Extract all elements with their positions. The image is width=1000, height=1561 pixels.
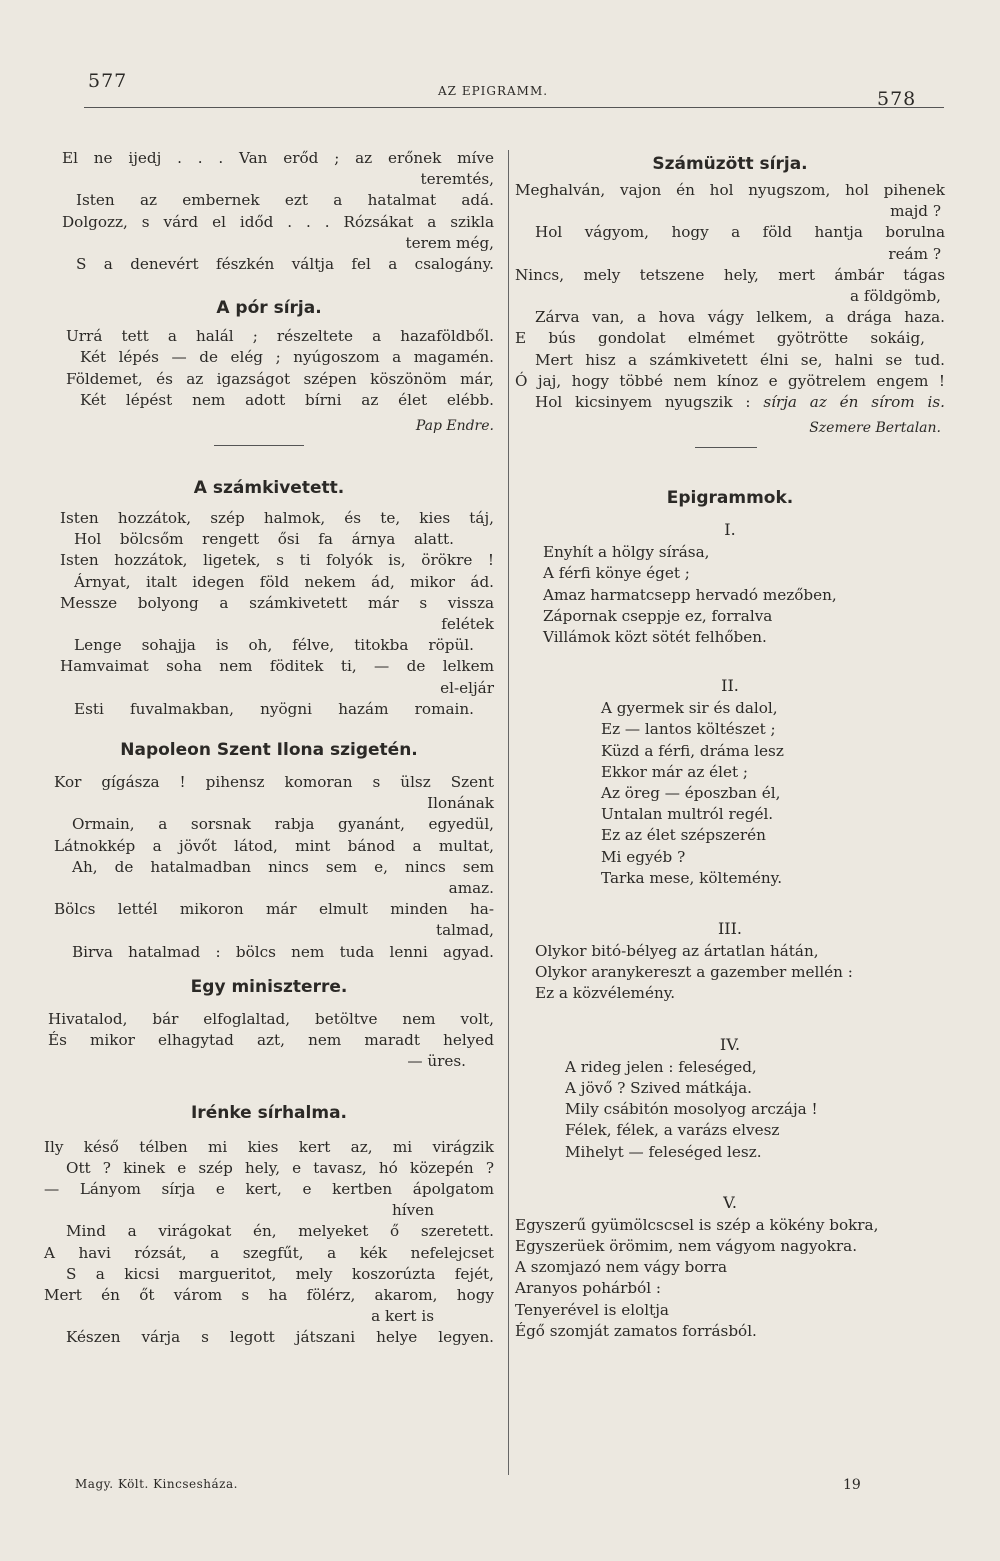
- poem-line: S a denevért fészkén váltja fel a csalogány.: [76, 255, 494, 274]
- poem-line: El ne ijedj . . . Van erőd ; az erőnek míve: [62, 149, 494, 167]
- poem-body: [44, 1009, 494, 1073]
- signature-mark: 19: [843, 1477, 861, 1493]
- poem-line: Mi egyéb ?: [601, 847, 686, 866]
- poem-line: Ily késő télben mi kies kert az, mi virágzik: [44, 1137, 494, 1156]
- poem-line: Ekkor már az élet ;: [601, 762, 749, 781]
- poem-line: Messze bolyong a számkivetett már s vissza: [60, 593, 494, 612]
- poem-line-start: Mert én őt várom s ha fölérz, akarom, hogy: [44, 1285, 494, 1304]
- poem-line-italic: sírja az én sírom is.: [763, 393, 945, 412]
- poem-line: Egyszerű gyümölcscsel is szép a kökény bokra,: [515, 1215, 879, 1234]
- poem-line: Hol vágyom, hogy a föld hantja borulna: [535, 223, 945, 242]
- poem-line: Untalan multról regél.: [601, 805, 774, 824]
- poem-line: S a kicsi margueritot, mely koszorúzta fejét,: [66, 1264, 494, 1283]
- poem-title: Napoleon Szent Ilona szigetén.: [120, 740, 418, 761]
- page-number-right: 578: [877, 88, 917, 110]
- poem-line: A havi rózsát, a szegfűt, a kék nefelejcset: [44, 1243, 494, 1262]
- poem-line: Tenyerével is eloltja: [515, 1300, 669, 1319]
- left-column: [44, 148, 494, 1349]
- poem-line: A gyermek sir és dalol,: [601, 699, 778, 718]
- poem-line: Olykor aranykereszt a gazember mellén :: [535, 963, 853, 982]
- poem-title: Irénke sírhalma.: [190, 1102, 347, 1123]
- poem-line: Ormain, a sorsnak rabja gyanánt, egyedül,: [72, 815, 494, 834]
- epigram-numeral: IV.: [719, 1034, 741, 1054]
- poem-line: amaz.: [448, 879, 494, 898]
- poem-line: reám ?: [888, 244, 941, 263]
- poem-line: Amaz harmatcsepp hervadó mezőben,: [543, 585, 837, 604]
- poem-title: Egy miniszterre.: [190, 976, 348, 997]
- epigram-numeral: III.: [717, 919, 743, 939]
- poem-line: Isten hozzátok, ligetek, s ti folyók is, örökre !: [60, 551, 494, 570]
- poem-line: — Lányom sírja e kert, e kertben ápolgatom: [44, 1179, 494, 1198]
- intro-poem: [44, 148, 494, 275]
- poem-line: Esti fuvalmakban, nyögni hazám romain.: [74, 699, 474, 718]
- poem-body: [44, 1137, 494, 1349]
- epigram-numeral: V.: [723, 1192, 737, 1212]
- column-divider: [508, 150, 509, 1475]
- poem-line: majd ?: [890, 202, 941, 221]
- poem-line: Ez a közvélemény.: [535, 984, 676, 1003]
- poem-body: [44, 772, 494, 963]
- poem-line: A szomjazó nem vágy borra: [515, 1258, 728, 1277]
- poem-line: Lenge sohajja is oh, félve, titokba röpül.: [74, 636, 474, 655]
- poem-line: híven: [392, 1201, 434, 1220]
- poem-line: [44, 1285, 494, 1306]
- poem-line: Tarka mese, költemény.: [601, 868, 783, 887]
- poem-line: el-eljár: [440, 678, 494, 697]
- poem-line: Ah, de hatalmadban nincs sem e, nincs sem: [72, 857, 494, 876]
- poem-line: Ilonának: [427, 794, 494, 813]
- page-number-left: 577: [88, 70, 128, 92]
- poem-line: Dolgozz, s várd el időd . . . Rózsákat a szikla: [62, 212, 494, 231]
- poem-line: Egyszerüek örömim, nem vágyom nagyokra.: [515, 1236, 858, 1255]
- poem-line: Bölcs lettél mikoron már elmult minden ha-: [54, 900, 494, 919]
- section-rule: [214, 445, 304, 446]
- poem-body: [44, 326, 494, 411]
- poem-line: Két lépés — de elég ; nyúgoszom a magamén.: [80, 348, 494, 367]
- poem-line: A rideg jelen : feleséged,: [565, 1057, 757, 1076]
- poem-line: Nincs, mely tetszene hely, mert ámbár tágas: [515, 265, 945, 284]
- poem-line: Hivatalod, bár elfoglaltad, betöltve nem volt,: [48, 1009, 494, 1028]
- poem-line: És mikor elhagytad azt, nem maradt helyed: [48, 1031, 494, 1050]
- poem-line: E bús gondolat elmémet gyötrötte sokáig,: [515, 329, 925, 348]
- poem-line: A jövő ? Szived mátkája.: [565, 1078, 752, 1097]
- poem-line: Mind a virágokat én, melyeket ő szeretett.: [66, 1222, 494, 1241]
- poem-line: Kor gígásza ! pihensz komoran s ülsz Szent: [54, 773, 494, 792]
- poem-line: Égő szomját zamatos forrásból.: [515, 1321, 757, 1340]
- right-column: [515, 148, 945, 1342]
- poem-line: Isten az embernek ezt a hatalmat adá.: [76, 191, 494, 210]
- poem-line: Olykor bitó-bélyeg az ártatlan hátán,: [535, 942, 819, 961]
- epigram-body: [515, 1057, 945, 1163]
- poem-title: Számüzött sírja.: [652, 154, 808, 174]
- poem-line: Ez — lantos költészet ;: [601, 720, 776, 739]
- poem-line: a kert is: [371, 1307, 434, 1326]
- poem-line: teremtés,: [420, 170, 494, 189]
- poem-line: Mert hisz a számkivetett élni se, halni se tud.: [535, 350, 945, 369]
- poem-line: Zárva van, a hova vágy lelkem, a drága haza.: [535, 308, 945, 327]
- poem-line: Urrá tett a halál ; részeltete a hazaföldből.: [66, 327, 494, 346]
- poem-line: Villámok közt sötét felhőben.: [543, 628, 767, 647]
- poem-line: A férfi könye éget ;: [543, 564, 690, 583]
- epigram-body: [515, 542, 945, 648]
- poem-line: Hamvaimat soha nem föditek ti, — de lelkem: [60, 657, 494, 676]
- poem-line: Meghalván, vajon én hol nyugszom, hol pihenek: [515, 181, 945, 199]
- poem-author: Szemere Bertalan.: [809, 420, 941, 437]
- epigram-body: [515, 698, 945, 889]
- poem-title: A számkivetett.: [193, 478, 345, 499]
- poem-line: Zápornak cseppje ez, forralva: [543, 606, 773, 625]
- poem-line: Az öreg — époszban él,: [601, 784, 781, 803]
- poem-author: Pap Endre.: [415, 418, 494, 435]
- poem-line: terem még,: [405, 233, 494, 252]
- poem-line: Birva hatalmad : bölcs nem tuda lenni agyad.: [72, 942, 494, 961]
- poem-line: Küzd a férfi, dráma lesz: [601, 741, 784, 760]
- poem-line: Aranyos pohárból :: [515, 1279, 662, 1298]
- footer-source: Magy. Költ. Kincsesháza.: [75, 1477, 238, 1491]
- poem-line: a földgömb,: [849, 287, 941, 306]
- section-rule: [695, 447, 757, 448]
- poem-line: Félek, félek, a varázs elvesz: [565, 1121, 780, 1140]
- poem-line: Hol bölcsőm rengett ősi fa árnya alatt.: [74, 530, 454, 549]
- epigram-numeral: II.: [721, 676, 739, 696]
- poem-line: felétek: [441, 615, 494, 634]
- header-rule: [84, 107, 944, 108]
- poem-line: Ó jaj, hogy többé nem kínoz e gyötrelem engem !: [515, 371, 945, 390]
- epigram-numeral: I.: [724, 520, 736, 540]
- poem-title: A pór sírja.: [216, 298, 322, 319]
- poem-line: talmad,: [435, 921, 494, 940]
- poem-line: Isten hozzátok, szép halmok, és te, kies táj,: [60, 509, 494, 528]
- poem-line: Két lépést nem adott bírni az élet elébb.: [80, 390, 494, 409]
- poem-line: Látnokkép a jövőt látod, mint bánod a multat,: [54, 836, 494, 855]
- poem-line: Mily csábitón mosolyog arczája !: [565, 1100, 818, 1119]
- poem-line: Földemet, és az igazságot szépen köszönöm már,: [66, 369, 494, 388]
- poem-line: — üres.: [407, 1052, 466, 1071]
- poem-line: Enyhít a hölgy sírása,: [543, 543, 710, 562]
- poem-body: [44, 508, 494, 720]
- poem-line: [515, 392, 945, 413]
- epigram-body: [515, 941, 945, 1005]
- epigram-body: [515, 1215, 945, 1342]
- running-title: AZ EPIGRAMM.: [438, 84, 549, 98]
- poem-line: Készen várja s legott játszani helye legyen.: [66, 1328, 494, 1347]
- poem-line-start: Hol kicsinyem nyugszik :: [535, 393, 751, 412]
- poem-line: Mihelyt — feleséged lesz.: [565, 1142, 762, 1161]
- poem-line: Ez az élet szépszerén: [601, 826, 766, 845]
- section-title: Epigrammok.: [666, 488, 794, 509]
- poem-line: Ott ? kinek e szép hely, e tavasz, hó közepén ?: [66, 1158, 494, 1177]
- poem-line: Árnyat, italt idegen föld nekem ád, mikor ád.: [74, 572, 494, 591]
- poem-body: [515, 180, 945, 413]
